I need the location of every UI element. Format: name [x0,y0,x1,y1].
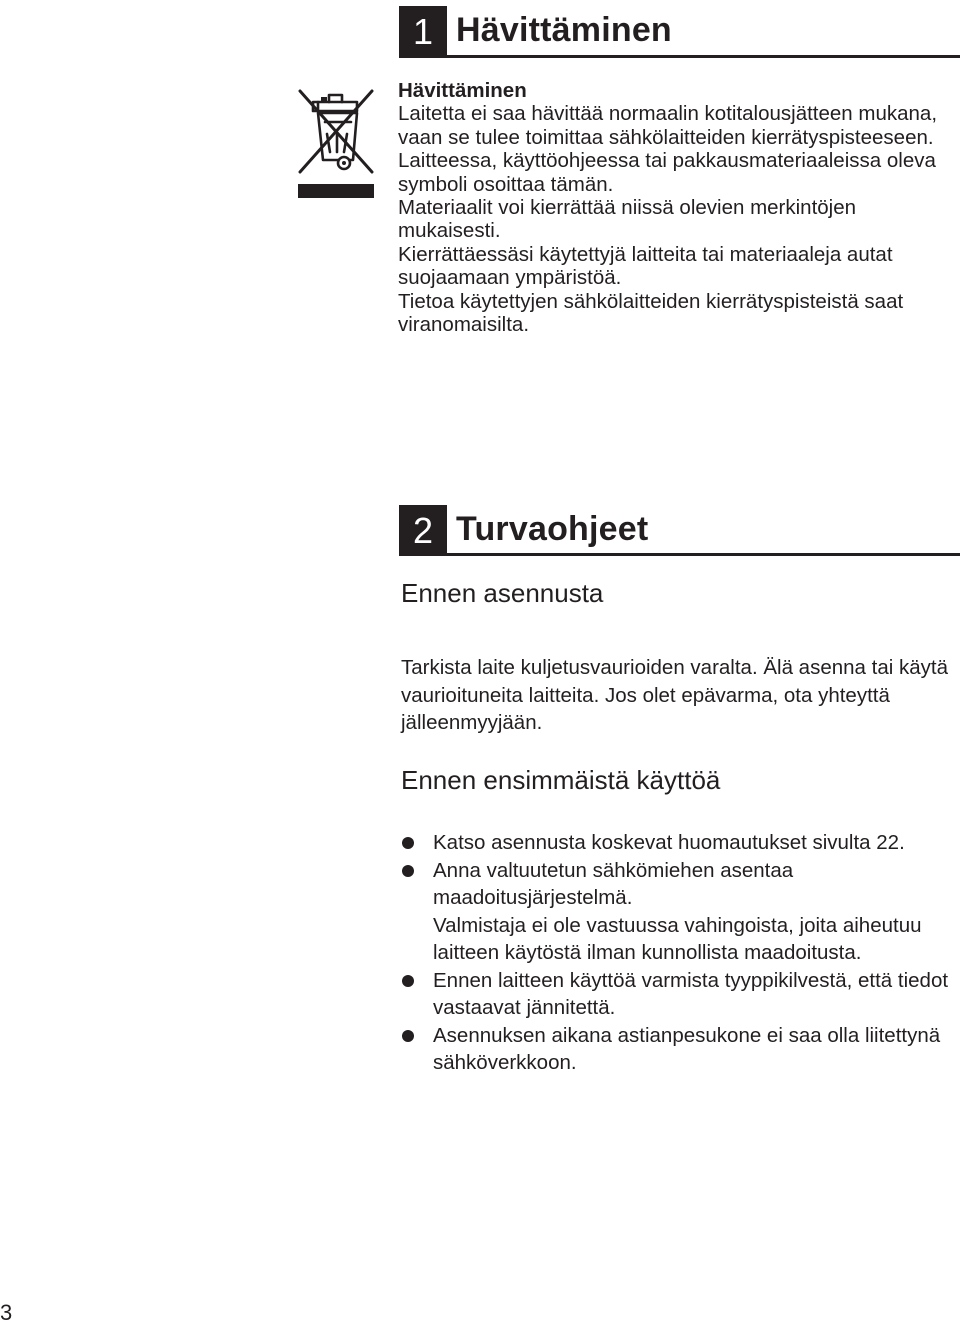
list-item [401,967,960,1022]
page-number: 3 [0,1300,13,1325]
disposal-paragraph: Tietoa käytettyjen sähkölaitteiden kierrätyspisteistä saat viranomaisilta. [398,289,904,337]
safety-bullet-list [401,829,960,1077]
bullet-icon [402,837,414,849]
disposal-paragraph: Laitetta ei saa hävittää normaalin kotitalousjätteen mukana, vaan se tulee toimittaa sähkölaitteiden kierrätyspisteeseen. [398,102,938,149]
disposal-heading: Hävittäminen [398,79,527,102]
section-1-rule [447,55,960,58]
bullet-text: Anna valtuutetun sähkömiehen asentaa maadoitusjärjestelmä. [433,858,794,909]
bullet-icon [402,1030,414,1042]
bullet-extra-text: Valmistaja ei ole vastuussa vahingoista, joita aiheutuu laitteen käytöstä ilman kunnollista maadoitusta. [433,913,922,964]
section-2-title: Turvaohjeet [456,510,649,548]
bullet-text: Asennuksen aikana astianpesukone ei saa olla liitettynä sähköverkkoon. [433,1023,941,1074]
before-install-heading: Ennen asennusta [401,578,604,608]
section-1-number: 1 [399,6,447,58]
section-1-header [399,6,960,58]
crossed-out-wheelie-bin-icon [296,88,376,206]
disposal-paragraph: Materiaalit voi kierrättää niissä olevien merkintöjen mukaisesti. [398,196,857,243]
section-2-number: 2 [399,505,447,556]
bullet-text: Katso asennusta koskevat huomautukset sivulta 22. [433,831,905,854]
disposal-paragraph: Kierrättäessäsi käytettyjä laitteita tai materiaaleja autat suojaamaan ympäristöä. [398,242,893,290]
bullet-icon [402,975,414,987]
section-2-rule [447,553,960,556]
section-1-title: Hävittäminen [456,11,672,49]
before-first-use-heading: Ennen ensimmäistä käyttöä [401,765,721,795]
bullet-icon [402,865,414,877]
list-item [401,1022,960,1077]
before-install-text: Tarkista laite kuljetusvaurioiden varalta. Älä asenna tai käytä vaurioituneita laitteita. Jos olet epävarma, ota yhteyttä jälleenmyyjään. [401,656,948,734]
list-item [401,857,960,967]
disposal-text-block [398,79,958,336]
disposal-paragraph: Laitteessa, käyttöohjeessa tai pakkausmateriaaleissa oleva symboli osoittaa tämän. [398,149,936,196]
bullet-text: Ennen laitteen käyttöä varmista tyyppikilvestä, että tiedot vastaavat jännitettä. [433,968,949,1019]
list-item [401,829,960,857]
section-2-header [399,505,960,556]
